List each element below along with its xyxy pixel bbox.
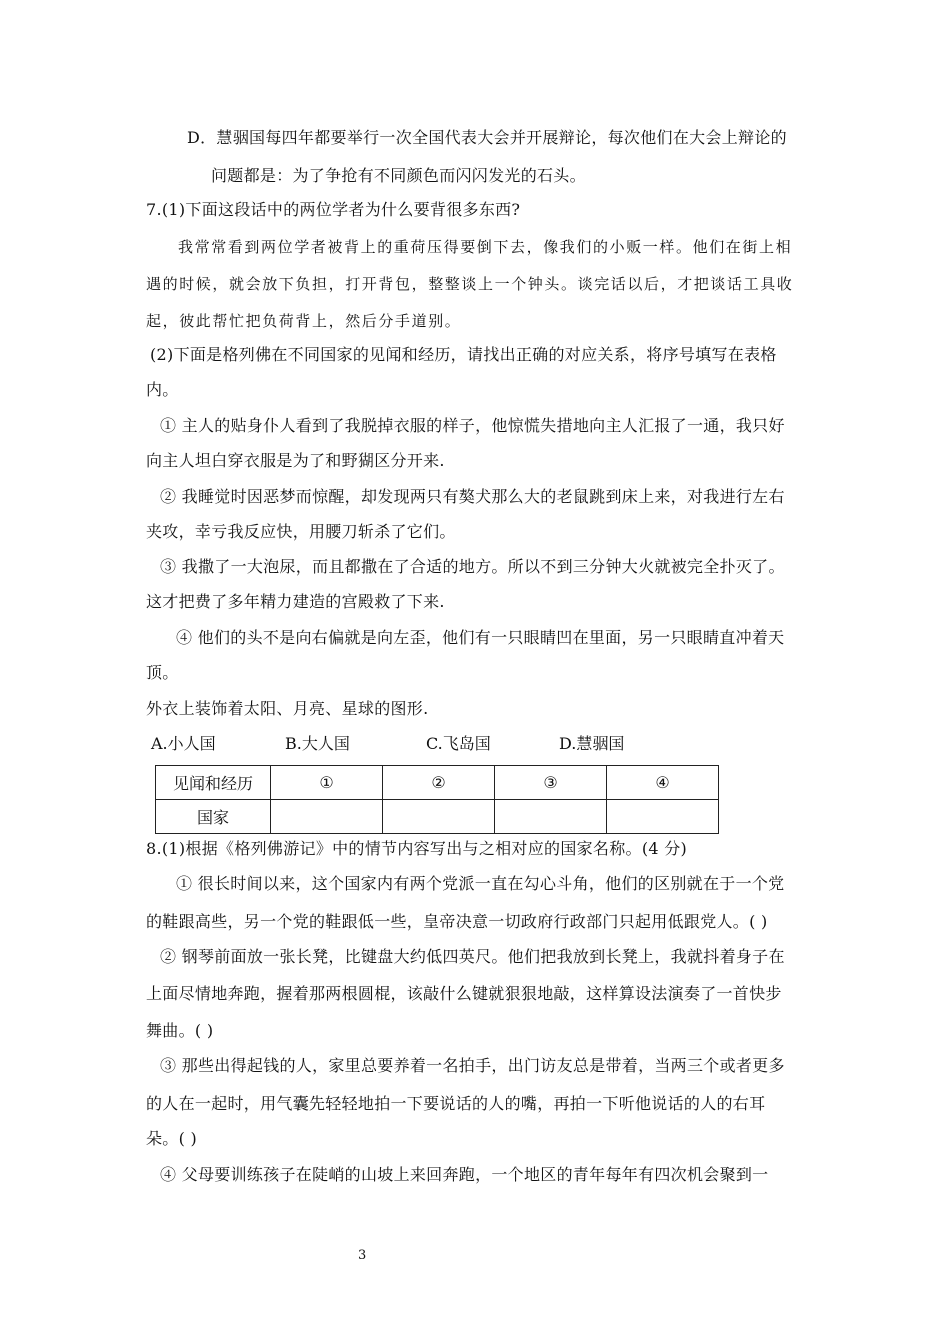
q7-passage-line: 起，彼此帮忙把负荷背上，然后分手道别。 [146, 312, 462, 330]
q8-header: 8.(1)根据《格列佛游记》中的情节内容写出与之相对应的国家名称。(4 分) [146, 839, 688, 858]
q7-item1-line1: ① 主人的贴身仆人看到了我脱掉衣服的样子，他惊慌失措地向主人汇报了一通，我只好 [160, 416, 785, 435]
q8-item1-line1: ① 很长时间以来，这个国家内有两个党派一直在勾心斗角，他们的区别就在于一个党 [176, 874, 785, 893]
q8-item2-line1: ② 钢琴前面放一张长凳，比键盘大约低四英尺。他们把我放到长凳上，我就抖着身子在 [160, 947, 785, 966]
q7-option-c: C.飞岛国 [426, 734, 491, 753]
table-row [156, 800, 719, 834]
q6-option-d-line1: D．慧骃国每四年都要举行一次全国代表大会并开展辩论，每次他们在大会上辩论的 [187, 128, 787, 147]
q7-item4-line2: 顶。 [146, 663, 179, 682]
q7-passage-line: 我常常看到两位学者被背上的重荷压得要倒下去，像我们的小贩一样。他们在街上相 [178, 238, 793, 256]
q7-item2-line1: ② 我睡觉时因恶梦而惊醒，却发现两只有獒犬那么大的老鼠跳到床上来，对我进行左右 [160, 487, 785, 506]
q8-item1-line2: 的鞋跟高些，另一个党的鞋跟低一些，皇帝决意一切政府行政部门只起用低跟党人。( ) [146, 912, 768, 931]
q7-option-d: D.慧骃国 [559, 734, 625, 753]
table-cell: ① [271, 766, 383, 800]
page-number: 3 [358, 1248, 367, 1263]
q7-item4-line3: 外衣上装饰着太阳、月亮、星球的图形. [146, 699, 429, 718]
q7-item2-line2: 夹攻，幸亏我反应快，用腰刀斩杀了它们。 [146, 522, 456, 541]
q7-option-a: A.小人国 [151, 734, 216, 753]
q7-item1-line2: 向主人坦白穿衣服是为了和野猢区分开来. [146, 451, 445, 470]
q7-item4-line1: ④ 他们的头不是向右偏就是向左歪，他们有一只眼睛凹在里面，另一只眼睛直冲着天 [176, 628, 785, 647]
table-header-cell: 国家 [156, 800, 271, 834]
table-header-cell: 见闻和经历 [156, 766, 271, 800]
q7-part2-line2: 内。 [146, 380, 179, 399]
answer-cell[interactable] [495, 800, 607, 834]
q7-part2-line1: (2)下面是格列佛在不同国家的见闻和经历，请找出正确的对应关系，将序号填写在表格 [150, 345, 777, 364]
q8-item4-line1: ④ 父母要训练孩子在陡峭的山坡上来回奔跑，一个地区的青年每年有四次机会聚到一 [160, 1165, 769, 1184]
table-row [156, 766, 719, 800]
q7-part1-question: 7.(1)下面这段话中的两位学者为什么要背很多东西? [146, 200, 521, 219]
q8-item3-line3: 朵。( ) [146, 1129, 198, 1148]
answer-cell[interactable] [271, 800, 383, 834]
q7-option-b: B.大人国 [285, 734, 350, 753]
table-cell: ④ [607, 766, 719, 800]
table-cell: ② [383, 766, 495, 800]
answer-cell[interactable] [607, 800, 719, 834]
q8-item2-line2: 上面尽情地奔跑，握着那两根圆棍，该敲什么键就狠狠地敲，这样算设法演奏了一首快步 [146, 984, 782, 1003]
q7-passage-line: 遇的时候，就会放下负担，打开背包，整整谈上一个钟头。谈完话以后，才把谈话工具收 [146, 275, 794, 293]
q7-item3-line2: 这才把费了多年精力建造的宫殿救了下来. [146, 592, 445, 611]
q6-option-d-line2: 问题都是：为了争抢有不同颜色而闪闪发光的石头。 [211, 166, 586, 185]
q8-item3-line2: 的人在一起时，用气囊先轻轻地拍一下要说话的人的嘴，再拍一下听他说话的人的右耳 [146, 1094, 766, 1113]
q7-item3-line1: ③ 我撒了一大泡尿，而且都撒在了合适的地方。所以不到三分钟大火就被完全扑灭了。 [160, 557, 785, 576]
q8-item2-line3: 舞曲。( ) [146, 1021, 214, 1040]
table-cell: ③ [495, 766, 607, 800]
answer-cell[interactable] [383, 800, 495, 834]
q7-answer-table [155, 765, 719, 834]
q8-item3-line1: ③ 那些出得起钱的人，家里总要养着一名拍手，出门访友总是带着，当两三个或者更多 [160, 1056, 785, 1075]
